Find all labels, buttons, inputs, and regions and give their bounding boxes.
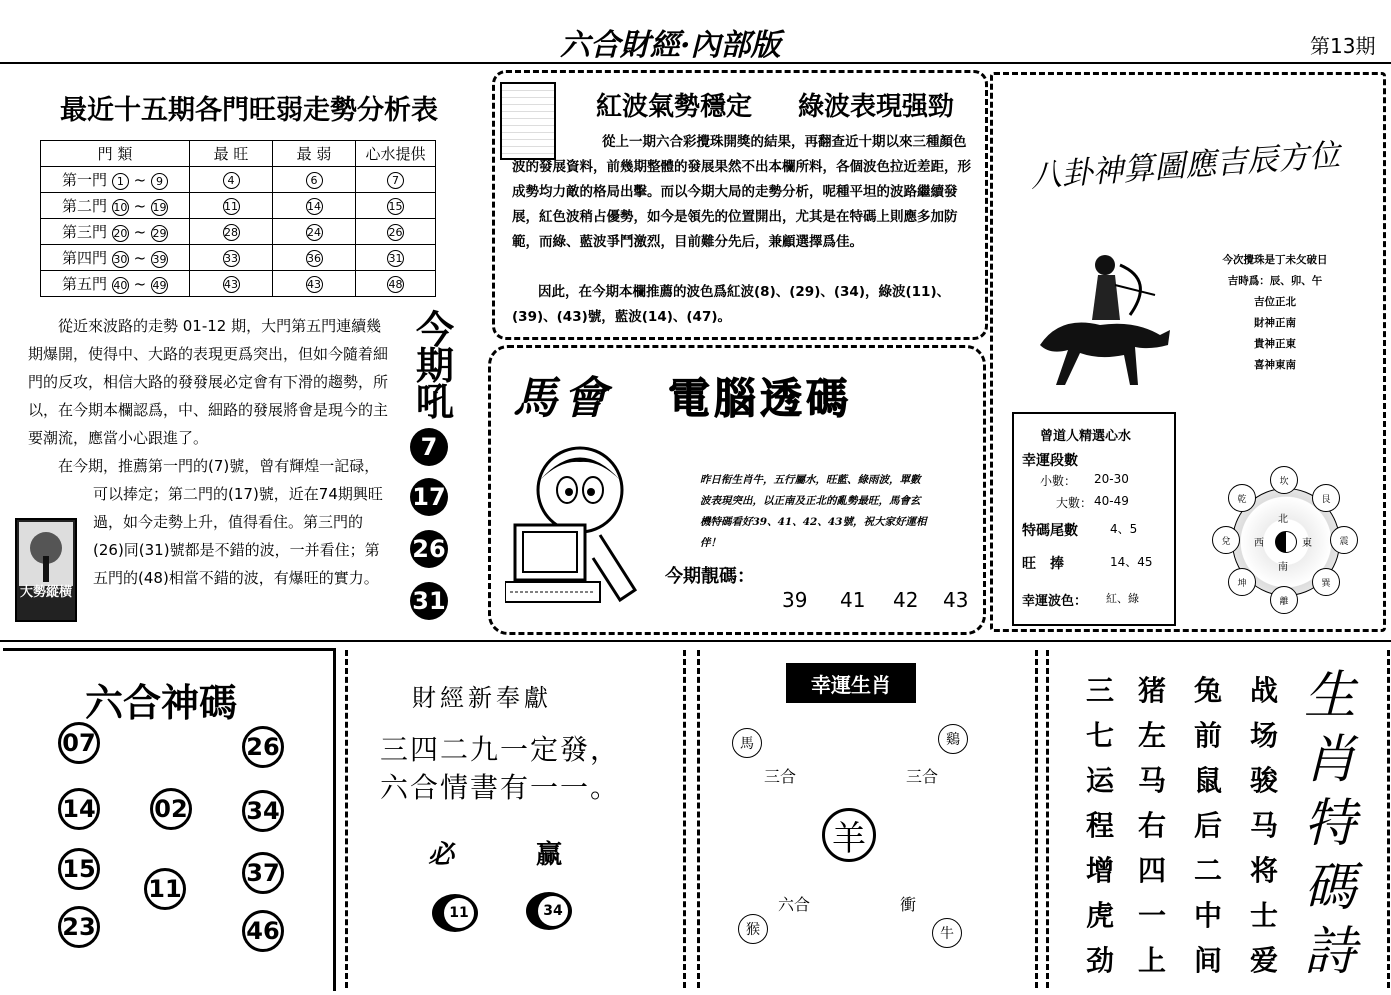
table-header-row <box>41 141 436 167</box>
lucky-segment-label: 幸運段數 <box>1022 453 1078 469</box>
zodiac-center: 羊 <box>822 808 876 862</box>
tip-value: 31 <box>388 252 403 265</box>
dir-north: 北 <box>1278 514 1288 525</box>
bagua-line: 喜神東南 <box>1254 359 1296 371</box>
gift-ball-value: 34 <box>538 896 568 926</box>
bagua-line: 貴神正東 <box>1254 338 1296 350</box>
poem-column <box>1244 668 1284 983</box>
god-number: 46 <box>242 910 284 952</box>
poem-char: 运 <box>1085 764 1114 797</box>
wave-color-value: 紅、綠 <box>1106 592 1139 605</box>
poem-char: 左 <box>1137 719 1166 752</box>
tail-value: 4、5 <box>1110 522 1138 536</box>
gift-ball-34 <box>526 892 572 930</box>
poem-char: 爱 <box>1249 944 1278 977</box>
wave-title-2: 綠波表現强勁 <box>798 92 955 122</box>
range-from: 30 <box>113 253 128 266</box>
col-header: 最 旺 <box>190 141 273 167</box>
range-from: 10 <box>113 201 128 214</box>
header-rule <box>0 62 1391 64</box>
min-value: 36 <box>307 252 321 265</box>
trigram-li: 離 <box>1270 586 1298 614</box>
max-value: 11 <box>224 200 238 213</box>
sanhe-right: 三合 <box>906 767 939 786</box>
range-sep: ~ <box>133 171 147 189</box>
zodiac-rooster: 鷄 <box>938 724 968 754</box>
col-header: 門 類 <box>41 141 190 167</box>
gift-line-2: 六合情書有一一。 <box>380 771 621 804</box>
wave-conclusion: 因此，在今期本欄推薦的波色爲紅波(8)、(29)、(34)，綠波(11)、(39)、(43)號，藍波(14)、(47)。 <box>512 284 951 325</box>
bagua-line: 吉位正北 <box>1254 296 1296 308</box>
sanhe-left: 三合 <box>764 767 797 786</box>
max-value: 43 <box>224 278 238 291</box>
issue-number: 第13期 <box>1310 34 1376 58</box>
poem-char: 三 <box>1085 674 1114 707</box>
bagua-line: 吉時爲：辰、卯、午 <box>1227 275 1323 287</box>
range-from: 40 <box>113 279 128 292</box>
god-number: 23 <box>58 906 100 948</box>
shout-ball: 17 <box>410 478 448 516</box>
zodiac-horse: 馬 <box>732 728 762 758</box>
gate-name: 第三門 <box>62 223 108 241</box>
yin-yang-icon <box>1275 531 1297 553</box>
god-title: 六合神碼 <box>85 681 238 725</box>
tip-value: 7 <box>387 172 404 189</box>
gate-name: 第一門 <box>62 171 108 189</box>
dir-west: 西 <box>1254 538 1264 549</box>
range-sep: ~ <box>133 275 147 293</box>
range-from: 20 <box>113 227 128 240</box>
analysis-paragraph-2: 可以捧定；第二門的(17)號，近在74期興旺過，如今走勢上升，值得看住。第三門的(26)同(31)號都是不錯的波，一并看住；第五門的(48)相當不錯的波，有爆旺的實力。 <box>93 485 383 587</box>
small-label: 小數： <box>1040 474 1077 488</box>
page-title: 六合財經·內部版 <box>560 28 781 63</box>
analysis-table <box>40 140 436 297</box>
tip-value: 15 <box>388 200 403 213</box>
trigram-xun: 巽 <box>1312 568 1340 596</box>
shout-ball: 31 <box>410 582 448 620</box>
range-from: 1 <box>112 173 129 190</box>
table-row <box>41 245 436 271</box>
gift-bi: 必 <box>428 840 455 870</box>
trigram-dui: 兌 <box>1212 526 1240 554</box>
computer-number: 41 <box>840 588 866 612</box>
bottom-divider <box>0 640 1391 642</box>
god-number: 37 <box>242 852 284 894</box>
range-to: 9 <box>151 173 168 190</box>
gate-name: 第二門 <box>62 197 108 215</box>
computer-number: 43 <box>943 588 969 612</box>
col-header: 心水提供 <box>356 141 436 167</box>
god-number: 14 <box>58 788 100 830</box>
wang-label: 旺 捧 <box>1022 556 1064 572</box>
poem-char: 上 <box>1137 944 1166 977</box>
poem-char: 四 <box>1137 854 1166 887</box>
zodiac-title: 幸運生肖 <box>786 663 916 703</box>
min-value: 24 <box>307 226 321 239</box>
poem-column <box>1188 668 1228 983</box>
min-value: 14 <box>307 200 321 213</box>
dir-east: 東 <box>1302 538 1312 549</box>
computer-brand: 馬會 <box>513 373 613 424</box>
trigram-qian: 乾 <box>1228 484 1256 512</box>
range-sep: ~ <box>133 197 147 215</box>
min-value: 6 <box>306 172 323 189</box>
poem-title: 生肖特碼詩 <box>1303 666 1356 982</box>
max-value: 4 <box>223 172 240 189</box>
max-value: 28 <box>224 226 238 239</box>
zodiac-monkey: 猴 <box>738 914 768 944</box>
pick-box-title: 曾道人精選心水 <box>1040 429 1132 444</box>
bagua-line: 財神正南 <box>1254 317 1296 329</box>
wave-color-label: 幸運波色： <box>1022 594 1088 609</box>
wave-body: 從上一期六合彩攪珠開獎的結果，再翻查近十期以來三種顏色波的發展資料，前幾期整體的發展果然不出本欄所料，各個波色拉近差距，形成勢均力敵的格局出擊。而以今期大局的走勢分析，呢種平坦的波路繼續發展，紅色波稍占優勢，如今是領先的位置開出，尤其是在特碼上則應多加防範，而綠、藍波爭鬥激烈，目前難分先后，兼顧選擇爲佳。 <box>512 134 971 250</box>
trigram-kun: 坤 <box>1228 568 1256 596</box>
god-number: 07 <box>58 722 100 764</box>
poem-char: 前 <box>1193 719 1222 752</box>
table-row <box>41 219 436 245</box>
range-to: 39 <box>152 253 167 266</box>
poem-char: 右 <box>1137 809 1166 842</box>
zodiac-ox: 牛 <box>932 918 962 948</box>
god-number: 02 <box>150 788 192 830</box>
bagua-wheel <box>1212 466 1358 616</box>
gift-title: 財經新奉獻 <box>412 684 552 712</box>
analysis-title: 最近十五期各門旺弱走勢分析表 <box>60 95 438 126</box>
archer-horseman-icon <box>1020 235 1190 405</box>
range-to: 49 <box>152 279 167 292</box>
shout-ball: 26 <box>410 530 448 568</box>
liuhe-label: 六合 <box>778 895 811 914</box>
shout-ball: 7 <box>410 428 448 466</box>
poem-char: 增 <box>1085 854 1114 887</box>
poem-char: 兔 <box>1193 674 1222 707</box>
big-value: 40-49 <box>1094 494 1129 508</box>
gift-ball-value: 11 <box>444 898 474 928</box>
poem-char: 虎 <box>1085 899 1114 932</box>
mascot-computer-icon <box>505 440 665 610</box>
big-label: 大數： <box>1056 496 1093 510</box>
poem-char: 猪 <box>1137 674 1166 707</box>
poem-char: 士 <box>1249 899 1278 932</box>
table-row <box>41 271 436 297</box>
poem-char: 场 <box>1249 719 1278 752</box>
god-number: 11 <box>144 868 186 910</box>
trend-badge <box>15 518 77 622</box>
god-number: 26 <box>242 726 284 768</box>
god-number: 15 <box>58 848 100 890</box>
shout-label: 今期吼 <box>415 307 454 424</box>
wave-title-1: 紅波氣勢穩定 <box>596 92 753 122</box>
gift-line-1: 三四二九一定發， <box>380 733 621 766</box>
range-to: 19 <box>152 201 167 214</box>
computer-title: 電腦透碼 <box>668 374 853 423</box>
poem-char: 骏 <box>1249 764 1278 797</box>
poem-char: 将 <box>1249 854 1278 887</box>
max-value: 33 <box>224 252 238 265</box>
god-number: 34 <box>242 790 284 832</box>
trigram-zhen: 震 <box>1330 526 1358 554</box>
poem-char: 二 <box>1193 854 1222 887</box>
poem-char: 程 <box>1085 809 1114 842</box>
range-sep: ~ <box>133 249 147 267</box>
tip-value: 48 <box>388 278 403 291</box>
poem-char: 七 <box>1085 719 1114 752</box>
table-row <box>41 167 436 193</box>
computer-number: 39 <box>782 588 808 612</box>
analysis-paragraph-1: 從近來波路的走勢 01-12 期，大門第五門連續幾期爆開，使得中、大路的表現更爲突出，但如今隨着細門的反攻，相信大路的發發展必定會有下滑的趨勢，所以，在今期本欄認爲，中、細路的發展將會是現今的主要潮流，應當小心跟進了。 <box>28 317 389 447</box>
bagua-line: 今次攪珠是丁未攵破日 <box>1222 254 1328 266</box>
table-row <box>41 193 436 219</box>
poem-char: 后 <box>1193 809 1222 842</box>
gate-name: 第四門 <box>62 249 108 267</box>
tree-icon <box>19 522 73 586</box>
poem-char: 一 <box>1137 899 1166 932</box>
poem-char: 鼠 <box>1193 764 1222 797</box>
col-header: 最 弱 <box>273 141 356 167</box>
computer-number-label: 今期靚碼： <box>665 566 755 587</box>
dir-south: 南 <box>1278 562 1288 573</box>
poem-column <box>1132 668 1172 983</box>
poem-char: 战 <box>1249 674 1278 707</box>
poem-char: 间 <box>1193 944 1222 977</box>
poem-char: 马 <box>1137 764 1166 797</box>
poem-char: 中 <box>1193 899 1222 932</box>
trigram-kan: 坎 <box>1270 466 1298 494</box>
bagua-title: 八卦神算圖應吉辰方位 <box>1029 137 1342 195</box>
gift-ball-11 <box>432 894 478 932</box>
tip-value: 26 <box>388 226 403 239</box>
tail-label: 特碼尾數 <box>1022 523 1078 539</box>
poem-char: 马 <box>1249 809 1278 842</box>
wang-value: 14、45 <box>1110 555 1153 569</box>
analysis-paragraph-2-lead: 在今期，推薦第一門的(7)號，曾有輝煌一記碌， <box>58 457 380 475</box>
computer-number: 42 <box>893 588 919 612</box>
poem-char: 劲 <box>1085 944 1114 977</box>
bagua-lines <box>1200 250 1350 376</box>
range-sep: ~ <box>133 223 147 241</box>
small-value: 20-30 <box>1094 472 1129 486</box>
min-value: 43 <box>307 278 321 291</box>
poem-column <box>1080 668 1120 983</box>
chong-label: 衝 <box>900 895 917 914</box>
gate-name: 第五門 <box>62 275 108 293</box>
range-to: 29 <box>152 227 167 240</box>
computer-text: 昨日衔生肖牛，五行屬水，旺藍、綠雨波，單數波表現突出，以正南及正北的亂勢最旺，馬會玄機特碼看好39、41、42、43號，祝大家好運相伴！ <box>700 474 927 549</box>
trigram-gen: 艮 <box>1312 484 1340 512</box>
gift-ying: 赢 <box>536 840 563 870</box>
badge-text: 大勢縱横 <box>19 585 72 600</box>
